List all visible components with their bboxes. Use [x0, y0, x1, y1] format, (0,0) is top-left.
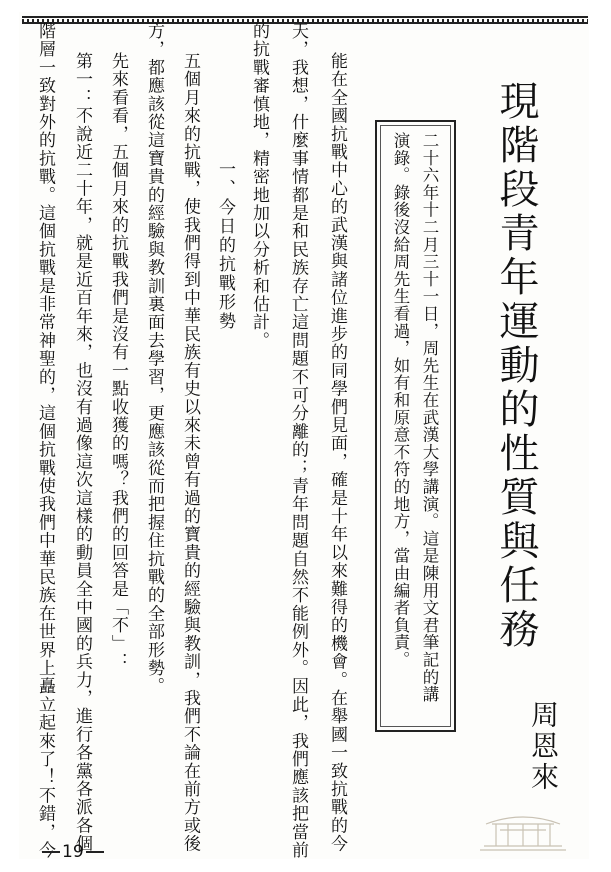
section-line-4: 第一：不說近二十年，就是近百年來，也沒有過像這次這樣的動員全中國的兵力，進行各黨各派各個 — [72, 52, 92, 853]
page-number-value: 19 — [62, 842, 84, 862]
body-line-2: 天，我想，什麼事情都是和民族存亡這問題不可分離的；青年問題自然不能例外。因此，我們應該把當前 — [288, 22, 308, 860]
article-author: 周恩來 — [527, 700, 560, 793]
section-line-2: 方，都應該從這寶貴的經驗與教訓裏面去學習，更應該從而把握住抗戰的全部形勢。 — [144, 22, 164, 696]
page-number — [40, 842, 106, 862]
article-title: 現階段青年運動的性質與任務 — [493, 80, 539, 652]
editor-note-line-1: 二十六年十二月三十一日，周先生在武漢大學講演。這是陳用文君筆記的講 — [420, 132, 439, 703]
editor-note-line-2: 演錄。錄後沒給周先生看過，如有和原意不符的地方，當由編者負責。 — [391, 132, 410, 669]
section-line-1: 五個月來的抗戰，使我們得到中華民族有史以來未曾有過的寶貴的經驗與教訓，我們不論在前方或後 — [180, 52, 200, 853]
body-line-1: 能在全國抗戰中心的武漢與諸位進步的同學們見面，確是十年以來難得的機會。在舉國一致抗戰的今 — [327, 52, 347, 853]
section-heading: 一、今日的抗戰形勢 — [215, 160, 235, 331]
section-line-5: 階層一致對外的抗戰。這個抗戰是非常神聖的，這個抗戰使我們中華民族在世界上矗立起來了！不錯，今 — [35, 22, 55, 860]
section-line-3: 先來看看，五個月來的抗戰我們是沒有一點收獲的嗎？我們的回答是「不」： — [108, 52, 128, 671]
library-pavilion-watermark — [478, 808, 568, 852]
body-line-3: 的抗戰審慎地，精密地加以分析和估計。 — [249, 22, 269, 350]
